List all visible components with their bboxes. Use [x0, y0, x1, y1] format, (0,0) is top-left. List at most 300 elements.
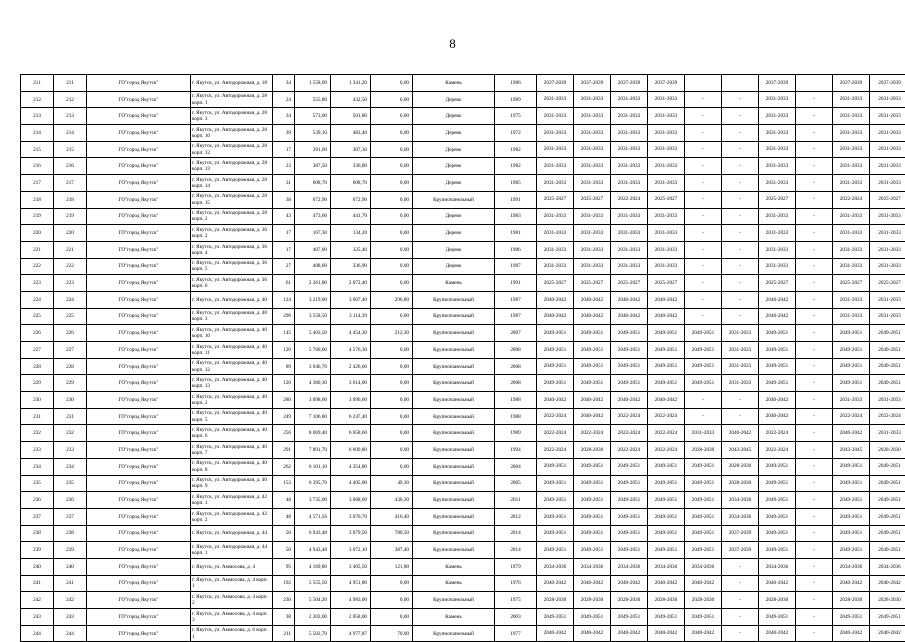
table-cell: 1977 [495, 625, 537, 642]
table-cell: 2049-2051 [574, 325, 611, 342]
table-cell: 213 [54, 108, 87, 125]
table-cell: 2049-2051 [870, 325, 905, 342]
table-cell: 212,30 [371, 325, 413, 342]
table-cell: г. Якутск, ул. Автодорожная, д. 40 корп. 2 [191, 392, 273, 409]
table-cell: г. Якутск, ул. Автодорожная, д. 28 корп. 1 [191, 91, 273, 108]
table-cell: 2031-2033 [648, 91, 685, 108]
table-cell: г. Якутск, ул. Автодорожная, д. 40 корп. 13 [191, 375, 273, 392]
table-cell: - [796, 458, 833, 475]
table-cell: - [685, 275, 722, 292]
table-cell: 2022-2024 [833, 408, 870, 425]
table-cell: 219 [54, 208, 87, 225]
table-cell: 0,00 [371, 408, 413, 425]
table-cell: 218 [21, 191, 54, 208]
table-cell: - [796, 125, 833, 142]
table-cell: 230 [273, 592, 295, 609]
table-cell: 2 203,00 [295, 609, 331, 626]
table-cell: 2049-2051 [870, 508, 905, 525]
table-cell: ГО"город Якутск" [87, 475, 191, 492]
table-row [21, 258, 905, 275]
table-cell: 2049-2051 [537, 525, 574, 542]
table-cell: 4 576,30 [331, 342, 371, 359]
table-cell: - [685, 291, 722, 308]
table-cell: 2031-2033 [722, 325, 759, 342]
table-cell: 2040-2042 [759, 308, 796, 325]
table-cell: 232 [54, 425, 87, 442]
table-cell: 2031-2033 [574, 175, 611, 192]
table-cell: 2031-2033 [759, 241, 796, 258]
table-cell: г. Якутск, ул. Автодорожная, д. 40 корп. 12 [191, 358, 273, 375]
table-cell: Крупнопанельный [413, 342, 495, 359]
table-cell: 1989 [495, 425, 537, 442]
table-cell: - [685, 125, 722, 142]
table-cell: 2049-2051 [833, 609, 870, 626]
table-cell: г. Якутск, ул. Автодорожная, д. 44 корп. 1 [191, 542, 273, 559]
table-cell: 2031-2033 [833, 208, 870, 225]
table-cell: 2031-2033 [833, 141, 870, 158]
table-cell: - [685, 225, 722, 242]
table-cell: 296 [273, 308, 295, 325]
table-row [21, 191, 905, 208]
table-cell: 2 072,40 [331, 275, 371, 292]
table-cell: 27 [273, 258, 295, 275]
table-cell: 0,00 [371, 575, 413, 592]
table-cell: 237 [54, 508, 87, 525]
table-cell: 2005 [495, 475, 537, 492]
table-cell: 2049-2051 [611, 325, 648, 342]
table-cell: 0,00 [371, 609, 413, 626]
table-cell: - [722, 225, 759, 242]
table-cell: Крупнопанельный [413, 592, 495, 609]
table-cell: 2034-2036 [833, 558, 870, 575]
table-cell: 225 [54, 308, 87, 325]
table-cell: 228 [54, 358, 87, 375]
table-cell: 1975 [495, 592, 537, 609]
table-cell: Крупнопанельный [413, 325, 495, 342]
table-cell: 218 [54, 191, 87, 208]
table-cell: 2037-2039 [648, 75, 685, 92]
table-cell: 473,60 [295, 208, 331, 225]
table-cell: 244 [21, 625, 54, 642]
table-cell: 2049-2051 [611, 358, 648, 375]
table-cell: 2040-2042 [611, 291, 648, 308]
table-cell: 5 760,00 [295, 342, 331, 359]
table-row [21, 342, 905, 359]
table-cell: 2049-2051 [611, 492, 648, 509]
table-cell: - [685, 408, 722, 425]
table-cell: ГО"город Якутск" [87, 609, 191, 626]
table-cell: 216 [54, 158, 87, 175]
table-cell: - [796, 508, 833, 525]
table-cell: 2025-2027 [759, 191, 796, 208]
table-cell: 2049-2051 [759, 508, 796, 525]
table-cell: 2049-2051 [685, 492, 722, 509]
table-cell: 2031-2033 [648, 208, 685, 225]
table-cell: 2031-2033 [574, 125, 611, 142]
table-cell: 2049-2051 [574, 475, 611, 492]
table-cell: 242 [54, 592, 87, 609]
table-cell: 211 [21, 75, 54, 92]
table-row [21, 358, 905, 375]
table-cell: 7 891,70 [295, 442, 331, 459]
table-cell: ГО"город Якутск" [87, 625, 191, 642]
table-cell: 2025-2027 [870, 191, 905, 208]
table-cell: 2011 [495, 492, 537, 509]
table-cell: 2049-2051 [759, 609, 796, 626]
table-cell: 2037-2039 [537, 75, 574, 92]
table-cell: г. Якутск, ул. Автодорожная, д. 42 корп. 1 [191, 492, 273, 509]
table-cell: 2040-2042 [574, 575, 611, 592]
table-cell: 2028-2030 [574, 442, 611, 459]
table-cell: 239 [21, 542, 54, 559]
table-cell: 2031-2033 [833, 225, 870, 242]
table-cell: - [796, 191, 833, 208]
table-cell: Дерево [413, 125, 495, 142]
table-cell: 50 [273, 542, 295, 559]
table-cell: Дерево [413, 225, 495, 242]
table-cell [796, 75, 833, 92]
table-cell: 2031-2033 [537, 125, 574, 142]
table-cell: ГО"город Якутск" [87, 125, 191, 142]
table-row [21, 442, 905, 459]
table-cell: 2049-2051 [648, 542, 685, 559]
table-cell: 2022-2024 [833, 191, 870, 208]
table-cell: - [796, 575, 833, 592]
table-cell: 2012 [495, 508, 537, 525]
table-cell: г. Якутск, ул. Автодорожная, д. 28 корп. 15 [191, 191, 273, 208]
table-cell: 2049-2051 [648, 358, 685, 375]
table-cell: 238 [54, 525, 87, 542]
table-cell: 2031-2033 [759, 125, 796, 142]
table-cell: - [796, 558, 833, 575]
table-cell: 2022-2024 [759, 442, 796, 459]
table-cell: г. Якутск, ул. Автодорожная, д. 28 корп. 12 [191, 141, 273, 158]
table-cell: - [722, 625, 759, 642]
table-cell: 2031-2033 [537, 175, 574, 192]
table-cell: 243 [54, 609, 87, 626]
table-cell: Камень [413, 558, 495, 575]
table-cell: 2049-2051 [574, 525, 611, 542]
table-cell: ГО"город Якутск" [87, 525, 191, 542]
table-cell: 2031-2033 [870, 308, 905, 325]
table-cell: ГО"город Якутск" [87, 392, 191, 409]
table-cell: 262 [273, 458, 295, 475]
table-cell: Крупнопанельный [413, 525, 495, 542]
table-cell: 2049-2051 [833, 492, 870, 509]
table-cell: 1982 [495, 158, 537, 175]
table-cell: - [796, 425, 833, 442]
table-cell: 608,70 [295, 175, 331, 192]
table-cell: 0,00 [371, 442, 413, 459]
table-cell: 0,00 [371, 225, 413, 242]
table-cell: 2049-2051 [648, 325, 685, 342]
table-cell: 2040-2042 [537, 625, 574, 642]
table-cell: 227 [21, 342, 54, 359]
table-cell: 2049-2051 [759, 325, 796, 342]
table-cell: 2022-2024 [611, 442, 648, 459]
table-cell: - [796, 392, 833, 409]
table-cell: 2049-2051 [685, 525, 722, 542]
table-cell: 24 [273, 91, 295, 108]
table-cell: 49,30 [371, 475, 413, 492]
table-cell: 237 [21, 508, 54, 525]
table-cell: 2022-2024 [537, 425, 574, 442]
table-cell: 1 558,09 [295, 75, 331, 92]
table-cell: 2025-2027 [537, 275, 574, 292]
table-cell: 291 [273, 442, 295, 459]
table-cell: - [796, 141, 833, 158]
table-cell: 2031-2033 [870, 208, 905, 225]
table-cell: 231 [21, 408, 54, 425]
table-cell: 244 [54, 625, 87, 642]
table-cell: 2031-2033 [833, 108, 870, 125]
table-cell: 780,50 [371, 525, 413, 542]
table-cell: 2031-2033 [537, 241, 574, 258]
table-cell: - [796, 475, 833, 492]
table-cell: 2031-2033 [870, 175, 905, 192]
table-cell: 0,00 [371, 342, 413, 359]
table-cell: 219 [21, 208, 54, 225]
table-cell: г. Якутск, ул. Автодорожная, д. 44 [191, 525, 273, 542]
table-cell: 2037-2039 [759, 75, 796, 92]
table-cell: ГО"город Якутск" [87, 91, 191, 108]
table-cell: 2031-2033 [611, 91, 648, 108]
table-cell: 2031-2033 [833, 392, 870, 409]
table-cell: 211 [273, 625, 295, 642]
table-cell: 2049-2051 [870, 358, 905, 375]
table-cell: ГО"город Якутск" [87, 575, 191, 592]
table-cell: 2031-2033 [648, 258, 685, 275]
table-cell: 2049-2051 [870, 609, 905, 626]
table-cell: 2049-2051 [574, 375, 611, 392]
table-cell: 0,00 [371, 191, 413, 208]
table-cell: 2049-2051 [833, 525, 870, 542]
table-row [21, 392, 905, 409]
table-cell: Дерево [413, 258, 495, 275]
table-cell: 2031-2033 [574, 108, 611, 125]
table-cell: 256 [273, 425, 295, 442]
table-cell: 2049-2051 [611, 458, 648, 475]
table-cell: г. Якутск, ул. Автодорожная, д. 40 корп. 7 [191, 442, 273, 459]
table-cell: 39 [273, 125, 295, 142]
table-cell: 2004 [495, 458, 537, 475]
table-cell: - [722, 592, 759, 609]
table-cell: 2034-2036 [574, 558, 611, 575]
table-cell: 0,00 [371, 275, 413, 292]
table-cell: 227 [54, 342, 87, 359]
table-cell: - [722, 191, 759, 208]
table-cell: ГО"город Якутск" [87, 425, 191, 442]
table-cell: Дерево [413, 158, 495, 175]
table-cell: 2049-2051 [685, 542, 722, 559]
table-cell: 1986 [495, 75, 537, 92]
table-cell: 215 [21, 141, 54, 158]
table-row [21, 609, 905, 626]
table-cell: 2040-2042 [648, 392, 685, 409]
table-cell: 2049-2051 [870, 375, 905, 392]
table-cell: ГО"город Якутск" [87, 458, 191, 475]
table-cell: 1994 [495, 442, 537, 459]
table-cell: 387,40 [371, 542, 413, 559]
table-cell: 2049-2051 [611, 508, 648, 525]
table-row [21, 158, 905, 175]
table-cell: Камень [413, 609, 495, 626]
table-cell: 2031-2033 [833, 175, 870, 192]
table-cell: 228 [21, 358, 54, 375]
table-cell: 2031-2033 [611, 225, 648, 242]
table-cell: 672,90 [331, 191, 371, 208]
table-cell: - [796, 91, 833, 108]
table-cell: 236 [54, 492, 87, 509]
table-cell: 336,80 [331, 158, 371, 175]
table-cell: 3 405,50 [331, 558, 371, 575]
table-cell: 1981 [495, 225, 537, 242]
table-cell: 2049-2051 [759, 375, 796, 392]
table-cell: 3 007,40 [331, 291, 371, 308]
table-cell: 2040-2042 [648, 308, 685, 325]
table-cell: 213 [21, 108, 54, 125]
table-cell: - [722, 558, 759, 575]
table-cell: Крупнопанельный [413, 542, 495, 559]
table-cell: 89 [273, 358, 295, 375]
table-cell: 167,30 [295, 225, 331, 242]
table-row [21, 241, 905, 258]
table-cell: 2031-2033 [648, 125, 685, 142]
table-cell: 2022-2024 [537, 408, 574, 425]
table-cell: 3 219,00 [295, 291, 331, 308]
table-cell: 2049-2051 [759, 492, 796, 509]
table-cell: 231 [54, 408, 87, 425]
table-cell: 2031-2033 [537, 258, 574, 275]
table-cell: 2043-2045 [833, 442, 870, 459]
table-cell: 2008 [495, 375, 537, 392]
table-cell: - [796, 175, 833, 192]
table-cell: 280 [273, 392, 295, 409]
table-cell: 2028-2030 [870, 442, 905, 459]
table-row [21, 225, 905, 242]
table-cell: 0,00 [371, 141, 413, 158]
table-cell: 17 [273, 241, 295, 258]
table-cell: 1987 [495, 291, 537, 308]
table-cell: 2040-2042 [685, 575, 722, 592]
table-cell: 34 [273, 75, 295, 92]
table-row [21, 408, 905, 425]
table-cell: 241 [21, 575, 54, 592]
table-row [21, 75, 905, 92]
table-cell: 221 [21, 241, 54, 258]
table-cell: 2049-2051 [685, 375, 722, 392]
table-cell: 6 101,10 [295, 458, 331, 475]
table-cell: г. Якутск, ул. Автодорожная, д. 28 корп. 2 [191, 208, 273, 225]
table-cell: 2031-2033 [759, 108, 796, 125]
table-cell: ГО"город Якутск" [87, 175, 191, 192]
table-cell: - [722, 158, 759, 175]
table-cell: 2040-2042 [870, 575, 905, 592]
table-cell: - [722, 125, 759, 142]
table-cell: 2049-2051 [611, 475, 648, 492]
table-cell: 2049-2051 [685, 458, 722, 475]
table-cell: - [685, 392, 722, 409]
table-cell: г. Якутск, ул. Аммосова, д. 4 корп. 1 [191, 575, 273, 592]
table-cell: 2025-2027 [574, 191, 611, 208]
table-row [21, 542, 905, 559]
table-cell: 296,80 [371, 291, 413, 308]
table-cell: 2022-2024 [537, 442, 574, 459]
table-cell: 555,80 [295, 91, 331, 108]
table-cell: 2031-2033 [648, 141, 685, 158]
table-cell: 2049-2051 [648, 492, 685, 509]
table-cell: 31 [273, 175, 295, 192]
table-cell: 2049-2051 [759, 475, 796, 492]
table-row [21, 492, 905, 509]
table-cell: 3 096,60 [331, 392, 371, 409]
table-cell: 70,00 [371, 625, 413, 642]
table-cell: 2049-2051 [537, 458, 574, 475]
table-row [21, 208, 905, 225]
table-cell: 34 [273, 108, 295, 125]
table-cell: 2 058,00 [331, 609, 371, 626]
table-cell: 4 380,30 [295, 375, 331, 392]
table-cell: 2049-2051 [759, 342, 796, 359]
table-row [21, 375, 905, 392]
table-cell: 2049-2051 [537, 508, 574, 525]
table-cell: 2049-2051 [685, 609, 722, 626]
table-cell: г. Якутск, ул. Автодорожная, д. 40 корп. 10 [191, 325, 273, 342]
table-cell: ГО"город Якутск" [87, 241, 191, 258]
table-cell: 223 [54, 275, 87, 292]
table-cell: 234 [21, 458, 54, 475]
table-cell: 2049-2051 [759, 458, 796, 475]
table-cell: - [796, 108, 833, 125]
table-cell: 48 [273, 508, 295, 525]
table-cell: Крупнопанельный [413, 475, 495, 492]
table-cell: 2031-2033 [759, 208, 796, 225]
table-cell: 232 [21, 425, 54, 442]
table-cell: 441,70 [331, 208, 371, 225]
table-cell: 4 405,00 [331, 475, 371, 492]
table-cell: Дерево [413, 241, 495, 258]
table-cell: 229 [54, 375, 87, 392]
table-cell: 3 079,50 [331, 525, 371, 542]
table-cell [685, 75, 722, 92]
table-cell: 5 504,20 [295, 592, 331, 609]
table-cell: г. Якутск, ул. Автодорожная, д. 42 корп. 2 [191, 508, 273, 525]
table-cell: 2022-2024 [574, 425, 611, 442]
table-cell: 2040-2042 [759, 408, 796, 425]
table-row [21, 141, 905, 158]
table-cell: - [722, 241, 759, 258]
table-cell: 2049-2051 [537, 542, 574, 559]
table-cell: 223 [21, 275, 54, 292]
table-cell: 2049-2051 [574, 609, 611, 626]
table-cell: 2049-2051 [870, 475, 905, 492]
table-cell: 38 [273, 191, 295, 208]
table-cell: г. Якутск, ул. Аммосова, д. 4 корп. 3 [191, 609, 273, 626]
table-cell: 2049-2051 [648, 458, 685, 475]
table-cell: 242 [21, 592, 54, 609]
table-cell: Крупнопанельный [413, 458, 495, 475]
table-cell: - [722, 609, 759, 626]
table-row [21, 425, 905, 442]
table-cell: 2025-2027 [648, 191, 685, 208]
table-cell: - [796, 158, 833, 175]
table-cell: 2031-2033 [722, 358, 759, 375]
table-cell: 2034-2036 [722, 492, 759, 509]
table-cell: Крупнопанельный [413, 508, 495, 525]
table-cell: 2037-2039 [870, 75, 905, 92]
table-cell: 2031-2033 [759, 175, 796, 192]
table-cell: 2022-2024 [759, 425, 796, 442]
